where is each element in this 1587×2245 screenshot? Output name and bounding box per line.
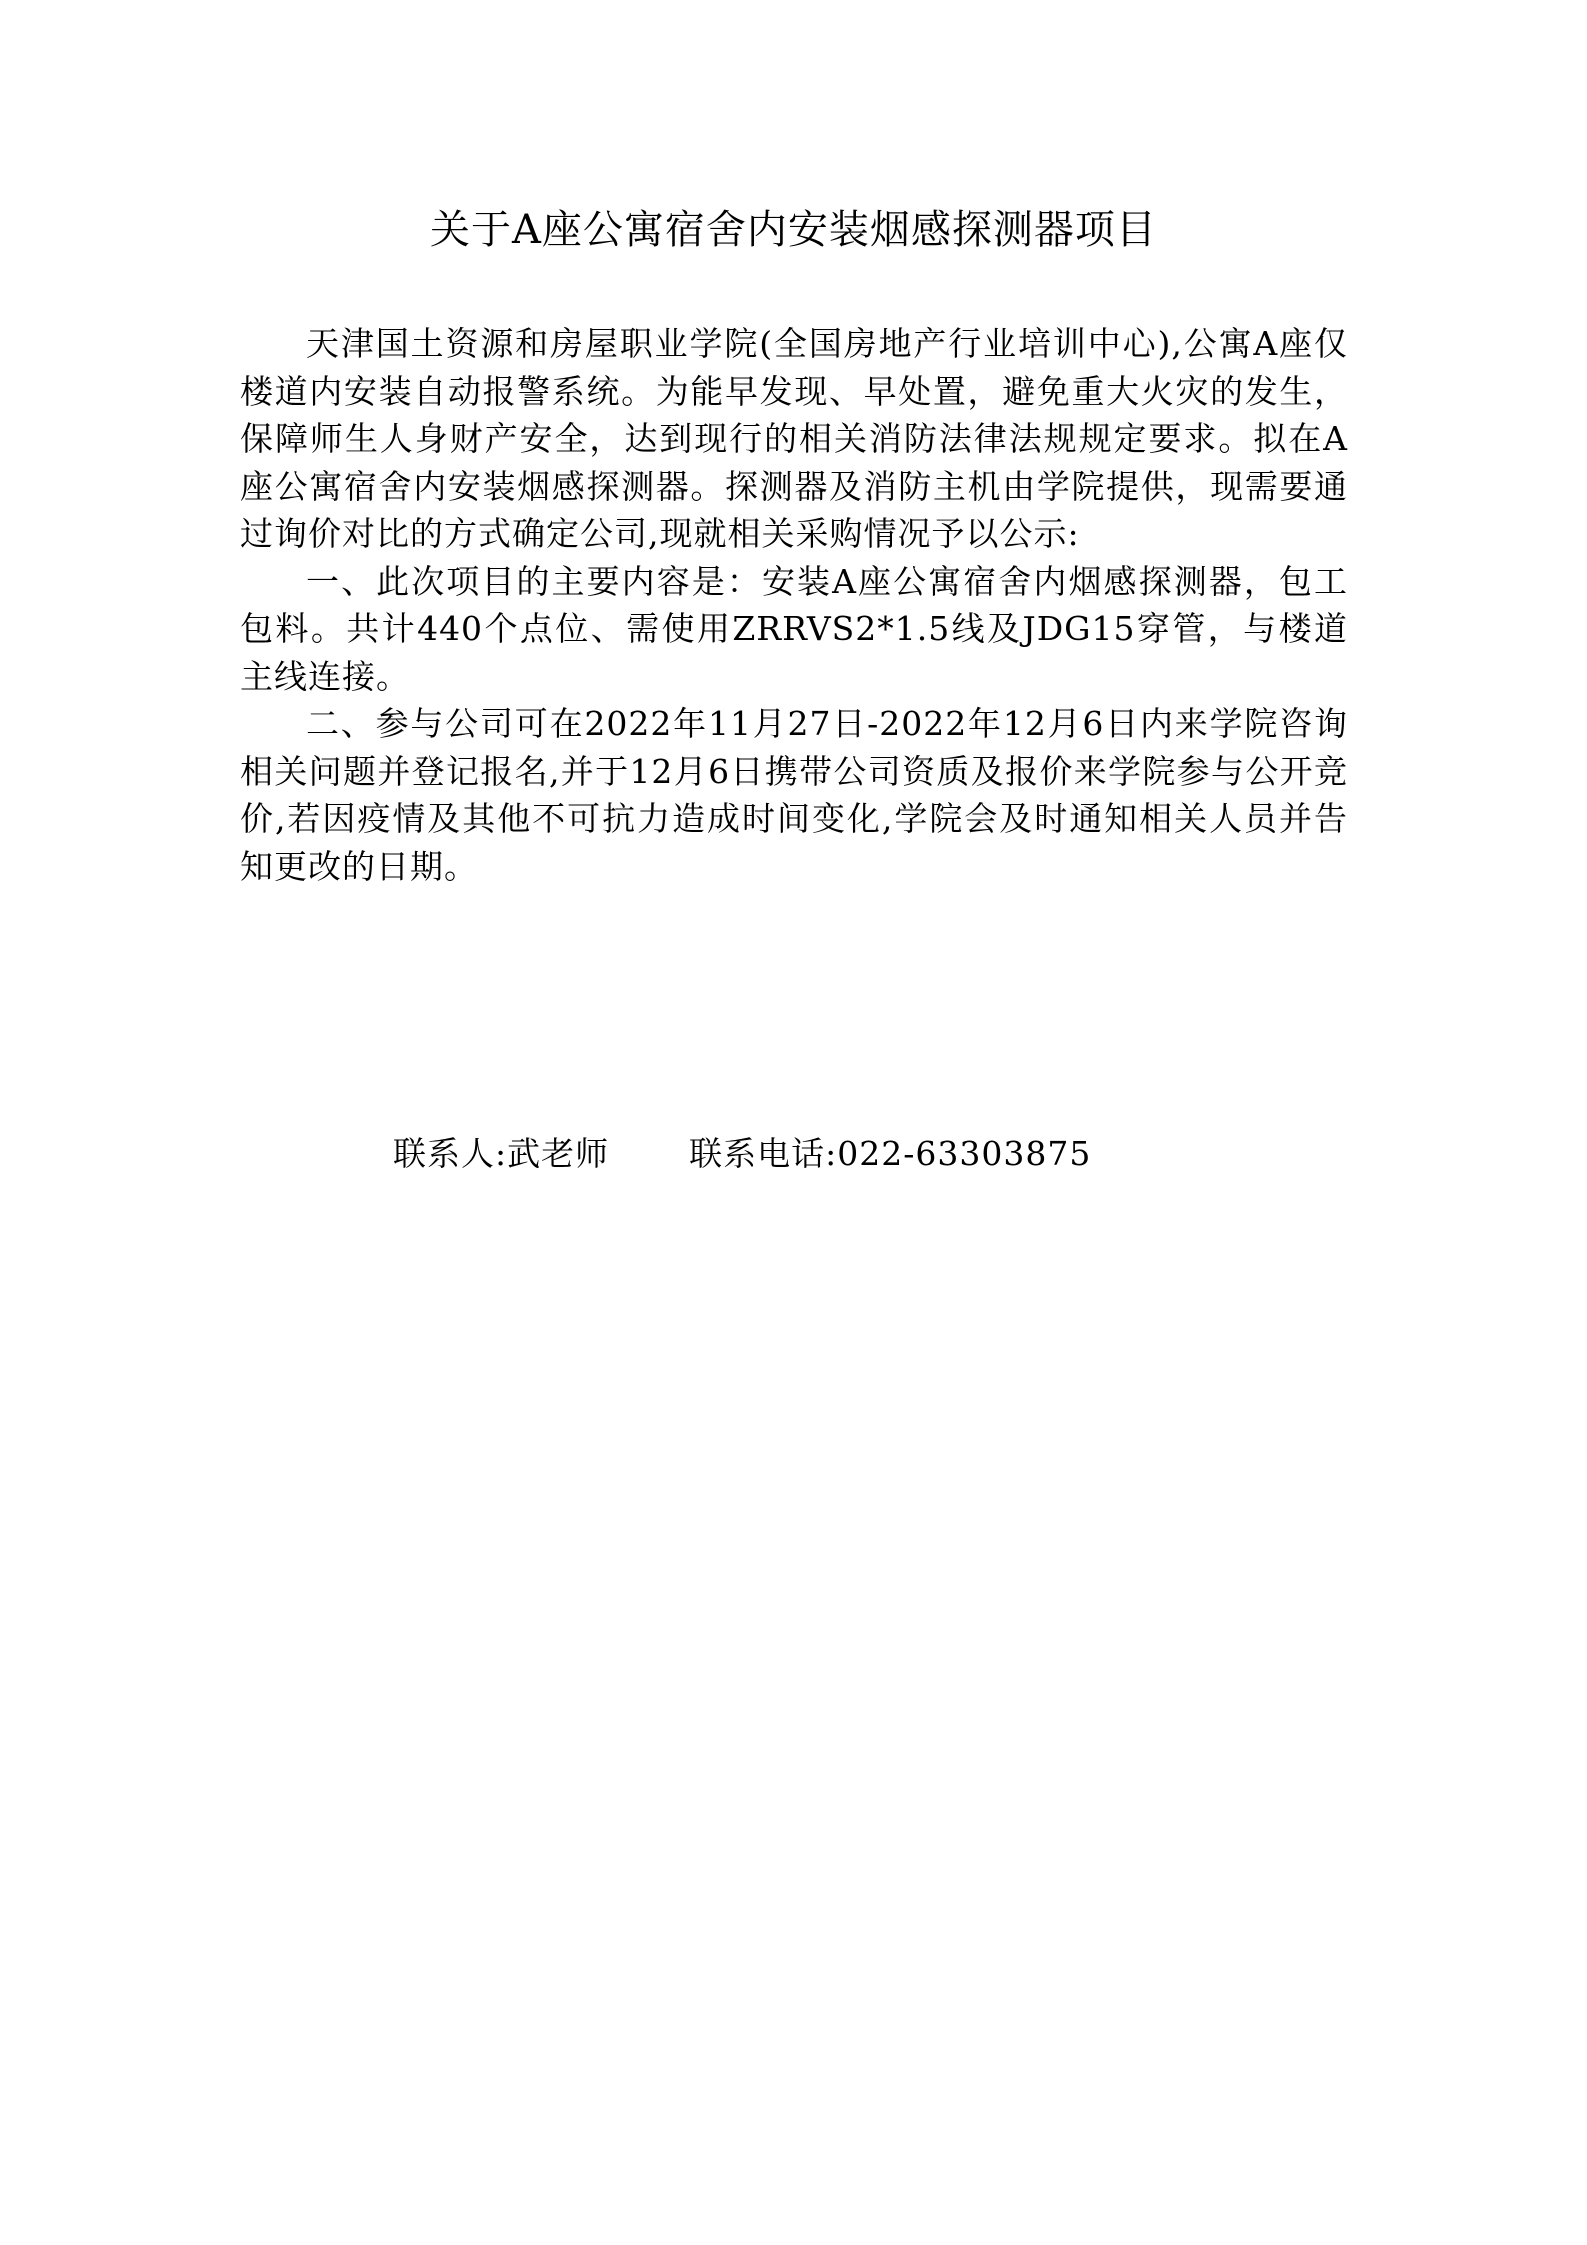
- contact-person: 联系人:武老师: [393, 1134, 610, 1173]
- contact-line: [393, 1130, 1091, 1178]
- paragraph-intro: 天津国土资源和房屋职业学院(全国房地产行业培训中心),公寓A座仅楼道内安装自动报警系统。为能早发现、早处置，避免重大火灾的发生，保障师生人身财产安全，达到现行的相关消防法律法规规定要求。拟在A座公寓宿舍内安装烟感探测器。探测器及消防主机由学院提供，现需要通过询价对比的方式确定公司,现就相关采购情况予以公示:: [240, 324, 1348, 553]
- document-title: 关于A座公寓宿舍内安装烟感探测器项目: [430, 207, 1157, 253]
- paragraph-item-two: 二、参与公司可在2022年11月27日-2022年12月6日内来学院咨询相关问题并登记报名,并于12月6日携带公司资质及报价来学院参与公开竞价,若因疫情及其他不可抗力造成时间变化,学院会及时通知相关人员并告知更改的日期。: [240, 704, 1348, 886]
- contact-phone: 联系电话:022-63303875: [689, 1134, 1092, 1173]
- document-body: [240, 320, 1348, 890]
- paragraph-item-one: 一、此次项目的主要内容是：安装A座公寓宿舍内烟感探测器，包工包料。共计440个点位、需使用ZRRVS2*1.5线及JDG15穿管，与楼道主线连接。: [240, 561, 1348, 696]
